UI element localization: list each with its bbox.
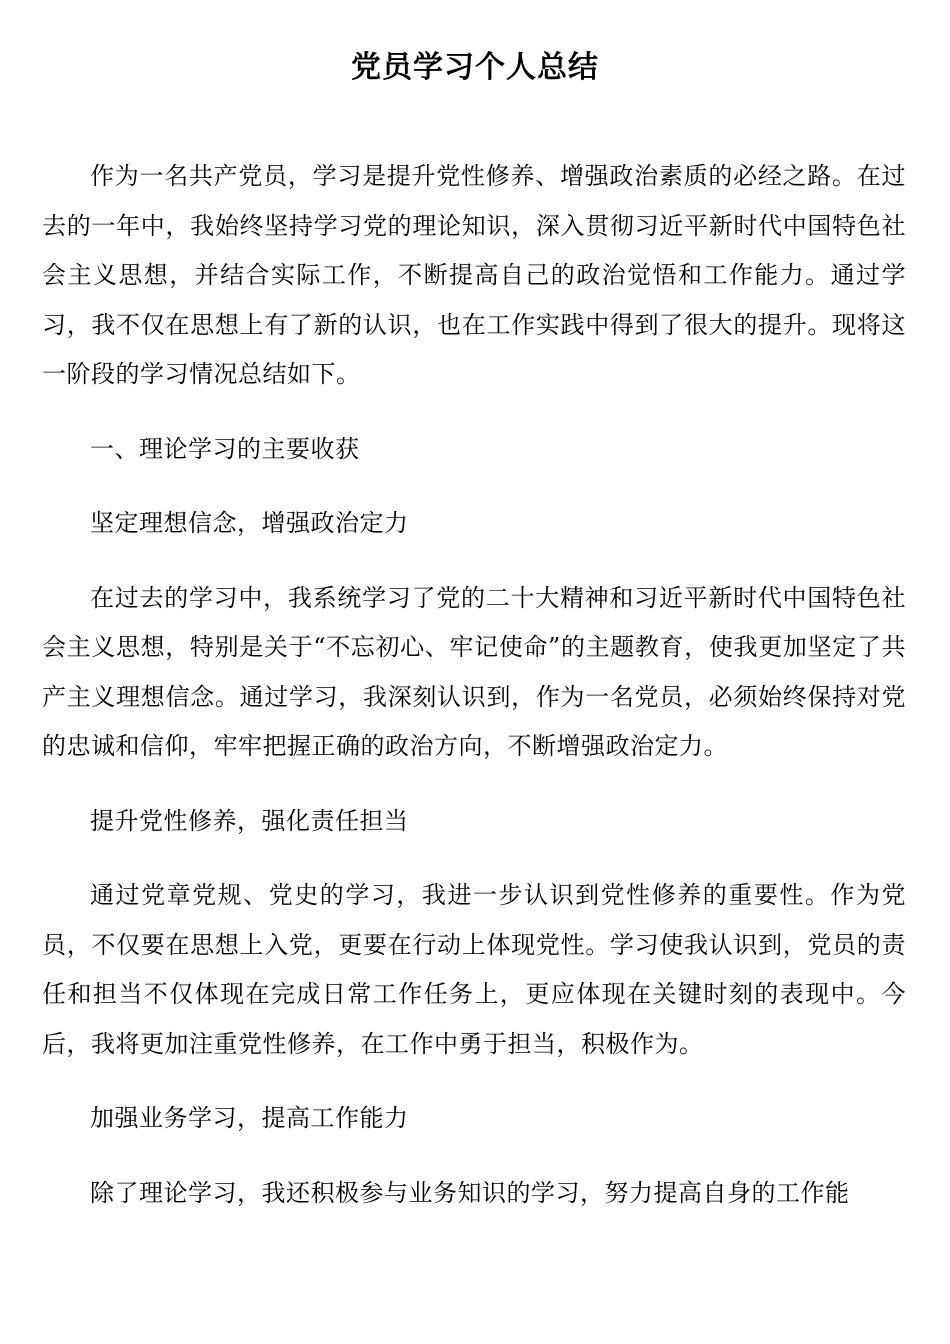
subheading-work-ability: 加强业务学习，提高工作能力 [90, 1104, 409, 1132]
paragraph-party-spirit: 通过党章党规、党史的学习，我进一步认识到党性修养的重要性。作为党员，不仅要在思想上入党，更要在行动上体现党性。学习使我认识到，党员的责任和担当不仅体现在完成日常工作任务上，更应体现在关键时刻的表现中。今后，我将更加注重党性修养，在工作中勇于担当，积极作为。 [42, 881, 906, 1058]
paragraph-ideals: 在过去的学习中，我系统学习了党的二十大精神和习近平新时代中国特色社会主义思想，特别是关于“不忘初心、牢记使命”的主题教育，使我更加坚定了共产主义理想信念。通过学习，我深刻认识到，作为一名党员，必须始终保持对党的忠诚和信仰，牢牢把握正确的政治方向，不断增强政治定力。 [42, 583, 906, 760]
subheading-ideals: 坚定理想信念，增强政治定力 [90, 509, 409, 537]
document-body [42, 152, 906, 1243]
document-title: 党员学习个人总结 [351, 50, 599, 85]
paragraph-work-ability: 除了理论学习，我还积极参与业务知识的学习，努力提高自身的工作能 [90, 1178, 850, 1207]
intro-paragraph: 作为一名共产党员，学习是提升党性修养、增强政治素质的必经之路。在过去的一年中，我始终坚持学习党的理论知识，深入贯彻习近平新时代中国特色社会主义思想，并结合实际工作，不断提高自己的政治觉悟和工作能力。通过学习，我不仅在思想上有了新的认识，也在工作实践中得到了很大的提升。现将这一阶段的学习情况总结如下。 [42, 162, 906, 388]
section-heading-theory: 一、理论学习的主要收获 [90, 434, 360, 463]
subheading-party-spirit: 提升党性修养，强化责任担当 [90, 806, 409, 835]
